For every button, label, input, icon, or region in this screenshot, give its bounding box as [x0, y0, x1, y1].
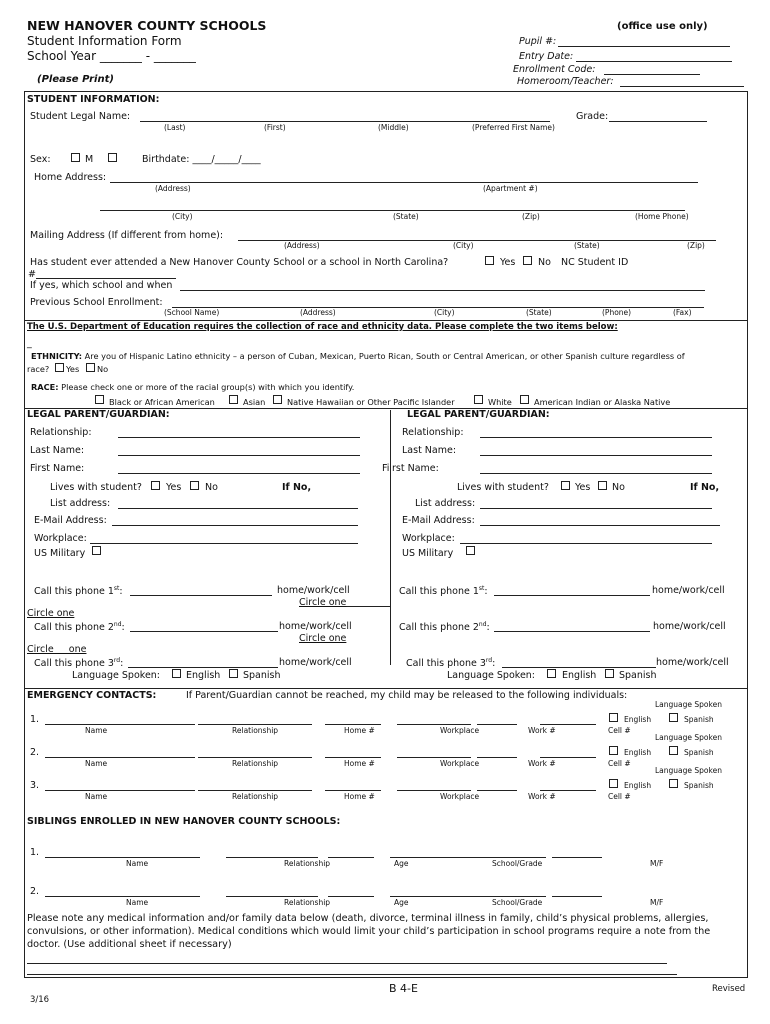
nc-student-id-field[interactable]: [36, 278, 176, 279]
emergency-col-label: Workplace: [440, 726, 480, 735]
emergency-spanish-checkbox[interactable]: [669, 713, 678, 722]
emergency-lang-label: Language Spoken: [655, 766, 722, 775]
previous-school-label: Previous School Enrollment:: [30, 297, 163, 308]
guardian-divider: [390, 410, 391, 665]
legal-name-label: Student Legal Name:: [30, 111, 131, 122]
sub-home-phone: (Home Phone): [635, 212, 689, 221]
guardian2-phone2-type: home/work/cell: [653, 621, 726, 632]
medical-line-2: convulsions, or other information). Medical conditions which would limit your child’s participation in school programs require a note from the: [27, 926, 711, 937]
sub-zip: (Zip): [522, 212, 540, 221]
guardian1-if-no: If No,: [282, 482, 312, 493]
guardian2-phone3-label: Call this phone 3rd:: [406, 657, 496, 670]
emergency-row-number: 1.: [30, 714, 40, 725]
ethnicity-dash: _: [27, 338, 32, 349]
guardian1-workplace-label: Workplace:: [34, 533, 87, 544]
sibling-col-label: Name: [126, 859, 149, 868]
guardian1-language-label: Language Spoken:: [72, 670, 161, 681]
guardian2-phone1-type: home/work/cell: [652, 585, 725, 596]
emergency-lang-label: Language Spoken: [655, 733, 722, 742]
emergency-instruction: If Parent/Guardian cannot be reached, my child may be released to the following individuals:: [186, 690, 628, 701]
guardian2-lives-no-label: No: [612, 482, 625, 493]
divider-emergency: [24, 688, 748, 689]
district-title: NEW HANOVER COUNTY SCHOOLS: [27, 18, 267, 33]
emergency-field[interactable]: [325, 724, 381, 725]
guardian1-phone2-label: Call this phone 2nd:: [34, 621, 125, 634]
legal-name-field[interactable]: [140, 121, 550, 122]
guardian1-phone1-circle: Circle one: [299, 597, 347, 608]
guardian1-circle-one: Circle one: [27, 608, 75, 619]
emergency-field[interactable]: [198, 790, 312, 791]
sibling-col-label: School/Grade: [492, 898, 543, 907]
mail-sub-state: (State): [574, 241, 600, 250]
guardian1-phone2-sup: nd: [113, 621, 122, 628]
guardian2-language-label: Language Spoken:: [447, 670, 536, 681]
guardian2-phone2-field[interactable]: [494, 631, 650, 632]
guardian2-firstname-label: rst Name:: [392, 463, 439, 474]
guardian1-lives-no-checkbox[interactable]: [190, 481, 199, 490]
hispanic-no-checkbox[interactable]: [86, 363, 95, 372]
guardian2-lives-no-checkbox[interactable]: [598, 481, 607, 490]
prev-sub-city: (City): [434, 308, 455, 317]
guardian2-phone3-field[interactable]: [502, 667, 656, 668]
emergency-field[interactable]: [477, 724, 517, 725]
emergency-english-label: English: [624, 748, 652, 757]
guardian2-phone1-sup: st: [478, 585, 485, 592]
sub-address: (Address): [155, 184, 191, 193]
guardian1-list-address-field[interactable]: [118, 508, 358, 509]
siblings-heading: SIBLINGS ENROLLED IN NEW HANOVER COUNTY SCHOOLS:: [27, 816, 341, 827]
emergency-col-label: Name: [85, 726, 108, 735]
race-white-checkbox[interactable]: [474, 395, 483, 404]
guardian2-phone3-sup: rd: [485, 657, 493, 664]
school-year-field[interactable]: School Year _______ - _______: [27, 49, 196, 63]
student-info-heading: STUDENT INFORMATION:: [27, 94, 160, 105]
guardian2-military-label: US Military: [402, 548, 454, 559]
guardian1-military-checkbox[interactable]: [92, 546, 101, 555]
guardian2-spanish-checkbox[interactable]: [605, 669, 614, 678]
guardian1-lives-label: Lives with student?: [50, 482, 142, 493]
homeroom-field[interactable]: [620, 86, 744, 87]
guardian1-phone2-field[interactable]: [130, 631, 278, 632]
medical-line-3: doctor. (Use additional sheet if necessary): [27, 939, 232, 950]
sibling-col-label: Relationship: [284, 859, 331, 868]
prev-sub-school: (School Name): [164, 308, 220, 317]
ethnicity-label: ETHNICITY:: [31, 351, 83, 361]
emergency-row-number: 2.: [30, 747, 40, 758]
sibling-field[interactable]: [390, 857, 546, 858]
guardian2-workplace-field[interactable]: [460, 543, 712, 544]
emergency-field[interactable]: [325, 757, 381, 758]
guardian1-email-field[interactable]: [112, 525, 358, 526]
prev-sub-state: (State): [526, 308, 552, 317]
hispanic-yes-label: Yes: [66, 364, 80, 374]
divider-ethnicity: [24, 320, 748, 321]
ethnicity-question-line: [31, 352, 685, 360]
guardian1-phone3-label: Call this phone 3rd:: [34, 657, 124, 670]
home-address-label: Home Address:: [34, 172, 107, 183]
guardian2-workplace-label: Workplace:: [402, 533, 455, 544]
emergency-field[interactable]: [45, 757, 195, 758]
emergency-field[interactable]: [45, 790, 195, 791]
emergency-col-label: Work #: [528, 792, 556, 801]
emergency-english-label: English: [624, 715, 652, 724]
sibling-field[interactable]: [390, 896, 546, 897]
race-american-indian-label: American Indian or Alaska Native: [534, 397, 671, 407]
sibling-col-label: School/Grade: [492, 859, 543, 868]
guardian1-list-address-label: List address:: [50, 498, 111, 509]
mail-sub-city: (City): [453, 241, 474, 250]
medical-field-2[interactable]: [27, 974, 677, 975]
guardian1-phone1-type: home/work/cell: [277, 585, 350, 596]
homeroom-label: Homeroom/Teacher:: [517, 76, 614, 87]
guardian1-relationship-label: Relationship:: [30, 427, 92, 438]
guardian1-phone1-text: Call this phone 1: [34, 586, 114, 598]
emergency-col-label: Cell #: [608, 759, 631, 768]
form-code: B 4-E: [389, 982, 418, 995]
sub-preferred: (Preferred First Name): [472, 123, 555, 132]
guardian1-phone2-type: home/work/cell: [279, 621, 352, 632]
guardian2-english-checkbox[interactable]: [547, 669, 556, 678]
sub-last: (Last): [164, 123, 186, 132]
emergency-col-label: Home #: [344, 792, 375, 801]
guardian1-spanish-label: Spanish: [243, 670, 281, 681]
sibling-field[interactable]: [45, 857, 200, 858]
guardian1-phone1-field[interactable]: [130, 595, 272, 596]
sex-m-checkbox[interactable]: [71, 153, 80, 162]
office-use-label: (office use only): [617, 21, 708, 32]
ethnicity-notice: The U.S. Department of Education requires the collection of race and ethnicity data. Please complete the two items below:: [27, 322, 618, 332]
please-print-note: (Please Print): [37, 74, 114, 85]
sibling-field[interactable]: [328, 896, 374, 897]
guardian2-list-address-label: List address:: [415, 498, 476, 509]
race-question-line: [31, 383, 354, 391]
mail-sub-zip: (Zip): [687, 241, 705, 250]
pupil-number-label: Pupil #:: [519, 36, 557, 47]
hispanic-yes-checkbox[interactable]: [55, 363, 64, 372]
sibling-col-label: Age: [394, 898, 409, 907]
revised-label: Revised: [712, 984, 746, 994]
enrollment-code-label: Enrollment Code:: [513, 64, 596, 75]
emergency-col-label: Workplace: [440, 759, 480, 768]
guardian2-heading: LEGAL PARENT/GUARDIAN:: [407, 409, 550, 420]
mailing-address-label: Mailing Address (If different from home):: [30, 230, 224, 241]
guardian2-phone3-text: Call this phone 3: [406, 658, 486, 670]
guardian1-phone3-sup: rd: [113, 657, 121, 664]
sibling-col-label: Name: [126, 898, 149, 907]
emergency-heading: EMERGENCY CONTACTS:: [27, 690, 157, 701]
emergency-field[interactable]: [540, 724, 596, 725]
guardian2-lives-yes-label: Yes: [575, 482, 591, 493]
guardian1-phone3-text: Call this phone 3: [34, 658, 114, 670]
attended-question: Has student ever attended a New Hanover County School or a school in North Carolina?: [30, 257, 449, 268]
guardian2-list-address-field[interactable]: [480, 508, 712, 509]
emergency-col-label: Work #: [528, 726, 556, 735]
guardian2-if-no: If No,: [690, 482, 720, 493]
emergency-lang-label: Language Spoken: [655, 700, 722, 709]
race-black-checkbox[interactable]: [95, 395, 104, 404]
emergency-field[interactable]: [477, 790, 517, 791]
sibling-field[interactable]: [45, 896, 200, 897]
hispanic-no-label: No: [97, 364, 109, 374]
emergency-col-label: Workplace: [440, 792, 480, 801]
home-address-field[interactable]: [110, 182, 698, 183]
enrollment-code-field[interactable]: [604, 74, 700, 75]
sub-state: (State): [393, 212, 419, 221]
sibling-field[interactable]: [552, 896, 602, 897]
sibling-row-number: 2.: [30, 886, 40, 897]
emergency-col-label: Cell #: [608, 792, 631, 801]
guardian1-relationship-field[interactable]: [118, 437, 360, 438]
race-hawaiian-label: Native Hawaiian or Other Pacific Islander: [287, 397, 455, 407]
guardian1-lastname-field[interactable]: [118, 455, 360, 456]
emergency-field[interactable]: [540, 757, 596, 758]
guardian1-workplace-field[interactable]: [90, 543, 358, 544]
emergency-english-checkbox[interactable]: [609, 779, 618, 788]
form-border: [24, 91, 748, 978]
guardian1-phone1-sup: st: [113, 585, 120, 592]
race-hawaiian-checkbox[interactable]: [273, 395, 282, 404]
guardian2-phone2-sup: nd: [478, 621, 487, 628]
emergency-field[interactable]: [397, 757, 471, 758]
nc-student-id-label: NC Student ID: [561, 257, 629, 268]
emergency-col-label: Relationship: [232, 726, 279, 735]
emergency-field[interactable]: [477, 757, 517, 758]
home-city-field[interactable]: [100, 210, 685, 211]
sibling-field[interactable]: [552, 857, 602, 858]
guardian2-lastname-field[interactable]: [480, 455, 712, 456]
birthdate-field[interactable]: Birthdate: ____/_____/____: [142, 154, 261, 165]
entry-date-label: Entry Date:: [519, 51, 574, 62]
medical-field-1[interactable]: [27, 963, 667, 964]
prev-sub-phone: (Phone): [602, 308, 632, 317]
mail-sub-address: (Address): [284, 241, 320, 250]
guardian1-firstname-label: First Name:: [30, 463, 85, 474]
guardian1-firstname-field[interactable]: [118, 473, 360, 474]
sibling-field[interactable]: [328, 857, 374, 858]
prev-sub-address: (Address): [300, 308, 336, 317]
emergency-field[interactable]: [540, 790, 596, 791]
guardian2-firstname-prefix: Fi: [382, 463, 390, 474]
emergency-field[interactable]: [397, 790, 471, 791]
emergency-spanish-label: Spanish: [684, 781, 714, 790]
guardian2-spanish-label: Spanish: [619, 670, 657, 681]
emergency-field[interactable]: [397, 724, 471, 725]
grade-label: Grade:: [576, 111, 609, 122]
grade-field[interactable]: [609, 121, 707, 122]
emergency-spanish-label: Spanish: [684, 748, 714, 757]
attended-yes-label: Yes: [500, 257, 516, 268]
guardian1-lives-yes-label: Yes: [166, 482, 182, 493]
sex-label: Sex:: [30, 154, 51, 165]
emergency-col-label: Relationship: [232, 792, 279, 801]
sibling-field[interactable]: [226, 857, 318, 858]
guardian2-lives-yes-checkbox[interactable]: [561, 481, 570, 490]
race-label: RACE:: [31, 382, 59, 392]
sibling-col-label: Age: [394, 859, 409, 868]
emergency-col-label: Home #: [344, 726, 375, 735]
emergency-field[interactable]: [325, 790, 381, 791]
sub-first: (First): [264, 123, 286, 132]
guardian1-lastname-label: Last Name:: [30, 445, 85, 456]
race-question: Please check one or more of the racial group(s) with which you identify.: [61, 382, 355, 392]
guardian1-heading: LEGAL PARENT/GUARDIAN:: [27, 409, 170, 420]
guardian1-phone3-type: home/work/cell: [279, 657, 352, 668]
entry-date-field[interactable]: [576, 61, 732, 62]
guardian1-lives-no-label: No: [205, 482, 218, 493]
form-title: Student Information Form: [27, 34, 182, 48]
emergency-col-label: Cell #: [608, 726, 631, 735]
guardian1-spanish-checkbox[interactable]: [229, 669, 238, 678]
emergency-col-label: Name: [85, 759, 108, 768]
race-word: race?: [27, 364, 50, 374]
guardian2-phone1-label: Call this phone 1st:: [399, 585, 488, 598]
race-white-label: White: [488, 397, 512, 407]
guardian1-phone1-label: Call this phone 1st:: [34, 585, 123, 598]
attended-no-checkbox[interactable]: [523, 256, 532, 265]
guardian1-military-label: US Military: [34, 548, 86, 559]
attended-yes-checkbox[interactable]: [485, 256, 494, 265]
sub-city: (City): [172, 212, 193, 221]
emergency-row-number: 3.: [30, 780, 40, 791]
emergency-col-label: Work #: [528, 759, 556, 768]
guardian1-english-checkbox[interactable]: [172, 669, 181, 678]
race-black-label: Black or African American: [109, 397, 215, 407]
emergency-spanish-checkbox[interactable]: [669, 746, 678, 755]
sibling-col-label: M/F: [650, 859, 664, 868]
emergency-field[interactable]: [45, 724, 195, 725]
guardian2-firstname-field[interactable]: [480, 473, 712, 474]
if-yes-field[interactable]: [180, 290, 705, 291]
emergency-english-label: English: [624, 781, 652, 790]
guardian2-email-label: E-Mail Address:: [402, 515, 475, 526]
emergency-spanish-checkbox[interactable]: [669, 779, 678, 788]
race-asian-checkbox[interactable]: [229, 395, 238, 404]
emergency-col-label: Relationship: [232, 759, 279, 768]
race-american-indian-checkbox[interactable]: [520, 395, 529, 404]
guardian2-phone2-label: Call this phone 2nd:: [399, 621, 490, 634]
guardian2-phone3-type: home/work/cell: [656, 657, 729, 668]
guardian1-lives-yes-checkbox[interactable]: [151, 481, 160, 490]
guardian2-phone1-field[interactable]: [494, 595, 650, 596]
guardian2-email-field[interactable]: [480, 525, 720, 526]
sibling-col-label: Relationship: [284, 898, 331, 907]
emergency-english-checkbox[interactable]: [609, 713, 618, 722]
sibling-row-number: 1.: [30, 847, 40, 858]
sex-m-label: M: [85, 154, 94, 165]
sibling-col-label: M/F: [650, 898, 664, 907]
sub-apartment: (Apartment #): [483, 184, 538, 193]
guardian1-phone2-text: Call this phone 2: [34, 622, 114, 634]
emergency-english-checkbox[interactable]: [609, 746, 618, 755]
pupil-number-field[interactable]: [558, 46, 730, 47]
guardian1-phone2-circle: Circle one: [299, 633, 347, 644]
medical-line-1: Please note any medical information and/or family data below (death, divorce, terminal illness in family, child’s physical problems, allergies,: [27, 913, 709, 924]
prev-sub-fax: (Fax): [673, 308, 692, 317]
guardian2-phone2-text: Call this phone 2: [399, 622, 479, 634]
guardian1-english-label: English: [186, 670, 221, 681]
guardian2-english-label: English: [562, 670, 597, 681]
ethnicity-question: Are you of Hispanic Latino ethnicity – a person of Cuban, Mexican, Puerto Rican, South or Central American, or other Spanish culture regardless of: [84, 351, 685, 361]
nc-id-hash: #: [28, 269, 36, 280]
guardian2-lives-label: Lives with student?: [457, 482, 549, 493]
emergency-field[interactable]: [198, 724, 312, 725]
guardian2-relationship-field[interactable]: [480, 437, 712, 438]
sex-f-checkbox[interactable]: [108, 153, 117, 162]
sibling-field[interactable]: [226, 896, 318, 897]
attended-no-label: No: [538, 257, 551, 268]
guardian2-relationship-label: Relationship:: [402, 427, 464, 438]
guardian2-lastname-label: Last Name:: [402, 445, 457, 456]
emergency-col-label: Home #: [344, 759, 375, 768]
guardian2-military-checkbox[interactable]: [466, 546, 475, 555]
race-asian-label: Asian: [243, 397, 266, 407]
guardian1-phone3-field[interactable]: [128, 667, 278, 668]
if-yes-label: If yes, which school and when: [30, 280, 173, 291]
guardian1-circle-split: Circle one: [27, 644, 87, 655]
guardian2-phone1-text: Call this phone 1: [399, 586, 479, 598]
guardian1-email-label: E-Mail Address:: [34, 515, 107, 526]
sub-middle: (Middle): [378, 123, 409, 132]
revision-date: 3/16: [30, 995, 50, 1005]
emergency-spanish-label: Spanish: [684, 715, 714, 724]
emergency-field[interactable]: [198, 757, 312, 758]
emergency-col-label: Name: [85, 792, 108, 801]
